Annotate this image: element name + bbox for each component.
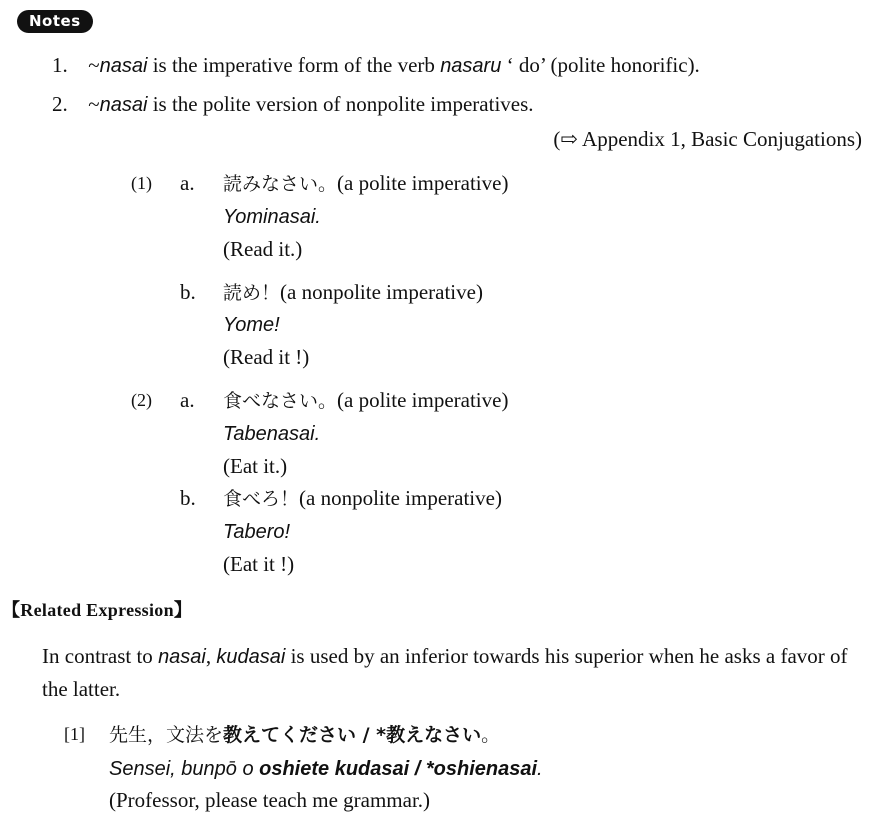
tilde-glyph: ~ [88,92,100,116]
english-translation: (Eat it !) [223,552,295,576]
related-english-translation: (Professor, please teach me grammar.) [109,788,431,812]
term: kudasai [216,646,286,668]
example-letter: a. [180,388,195,412]
example-line [223,171,508,196]
example-comment: (a polite imperative) [337,388,509,412]
tilde-glyph: ~ [88,53,100,77]
japanese-sentence: 読め！ [223,282,281,304]
example-letter: a. [180,171,195,195]
note-term: nasaru [440,55,502,77]
note-number: 1. [52,53,68,77]
bold-contrast: oshiete kudasai / *oshienasai [259,758,538,780]
example-line [223,388,508,413]
example-letter: b. [180,486,196,510]
bold-contrast: 教えてください / *教えなさい [223,724,482,746]
example-comment: (a polite imperative) [337,171,509,195]
japanese-sentence: 読みなさい。 [223,173,338,195]
related-example-number: [1] [64,724,85,744]
note-text: is the imperative form of the verb [147,53,441,77]
note-number: 2. [52,92,68,116]
romaji-line: Tabenasai. [223,423,321,445]
note-1 [52,53,700,78]
example-line [223,280,483,305]
note-term: nasai [99,94,148,116]
english-translation: (Read it.) [223,237,303,261]
notes-badge: Notes [17,10,93,33]
related-expression-heading: 【Related Expression】 [2,600,193,620]
romaji-line: Yome! [223,314,280,336]
related-romaji-line: Sensei, bunpō o oshiete kudasai / *oshienasai. [109,758,543,780]
appendix-reference: (⇨ Appendix 1, Basic Conjugations) [553,127,862,151]
example-number: (1) [131,173,152,193]
japanese-sentence: 食べろ！ [223,488,300,510]
example-comment: (a nonpolite imperative) [280,280,483,304]
example-line [223,486,502,511]
english-translation: (Read it !) [223,345,310,369]
note-term: nasai [99,55,148,77]
example-letter: b. [180,280,196,304]
related-japanese-line: 先生，文法を教えてください / *教えなさい。 [109,724,501,746]
note-text: ‘ do’ (polite honorific). [501,53,700,77]
english-translation: (Eat it.) [223,454,288,478]
example-number: (2) [131,390,152,410]
romaji-line: Yominasai. [223,206,321,228]
japanese-sentence: 食べなさい。 [223,390,338,412]
term: nasai [158,646,206,668]
note-text: is the polite version of nonpolite imperatives. [147,92,534,116]
note-2 [52,92,534,117]
example-comment: (a nonpolite imperative) [299,486,502,510]
related-paragraph: In contrast to nasai, kudasai is used by an inferior towards his superior when he asks a favor of the latter. [42,644,848,701]
romaji-line: Tabero! [223,521,291,543]
